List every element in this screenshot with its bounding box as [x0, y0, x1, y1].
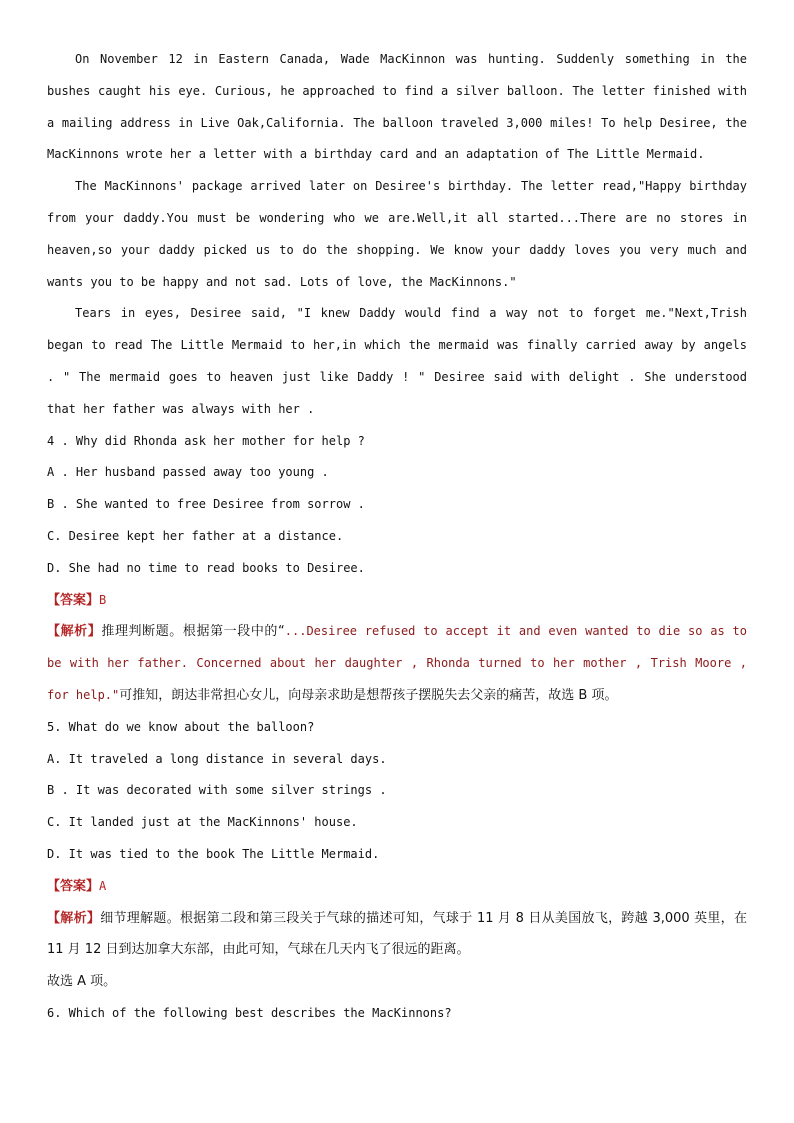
- passage-paragraph-1: On November 12 in Eastern Canada, Wade MacKinnon was hunting. Suddenly something in the bushes caught his eye. Curious, he approached to find a silver balloon. The letter finished with a mailing address in Live Oak,California. The balloon traveled 3,000 miles! To help Desiree, the MacKinnons wrote her a letter with a birthday card and an adaptation of The Little Mermaid.: [47, 52, 747, 162]
- analysis-tag: 【解析】: [47, 910, 101, 926]
- q5-option-d: D. It was tied to the book The Little Mermaid.: [47, 846, 380, 861]
- document-page: [47, 44, 747, 1030]
- q4-option-c: C. Desiree kept her father at a distance.: [47, 528, 344, 543]
- answer-value: A: [99, 878, 107, 893]
- q4-option-a: A . Her husband passed away too young .: [47, 465, 329, 480]
- q4-option-b: B . She wanted to free Desiree from sorrow .: [47, 497, 365, 512]
- passage-paragraph-2: The MacKinnons' package arrived later on Desiree's birthday. The letter read,"Happy birthday from your daddy.You must be wondering who we are.Well,it all started...There are no stores in heaven,so your daddy picked us to do the shopping. We know your daddy loves you very much and wants you to be happy and not sad. Lots of love, the MacKinnons.": [47, 179, 747, 289]
- analysis-quote-2: with her father. Concerned about her daughter , Rhonda turned to her mother , Trish Moore , for help.": [47, 656, 747, 702]
- q5-option-c: C. It landed just at the MacKinnons' house.: [47, 815, 358, 830]
- q5-option-a: A. It traveled a long distance in several days.: [47, 751, 387, 766]
- analysis-text-2: 在 11 月 12 日到达加拿大东部，由此可知，气球在几天内飞了很远的距离。: [47, 910, 747, 958]
- q4-answer: [47, 585, 747, 617]
- analysis-tail: 可推知，: [119, 687, 172, 703]
- q4-option-d: D. She had no time to read books to Desiree.: [47, 560, 365, 575]
- q4-analysis: [47, 616, 747, 711]
- answer-value: B: [99, 592, 107, 607]
- question-6: 6. Which of the following best describes the MacKinnons?: [47, 1005, 452, 1020]
- answer-tag: 【答案】: [47, 878, 100, 894]
- question-4: 4 . Why did Rhonda ask her mother for help ?: [47, 433, 365, 448]
- analysis-conclusion: 朗达非常担心女儿，向母亲求助是想帮孩子摆脱失去父亲的痛苦，故选 B 项。: [171, 687, 618, 703]
- analysis-quote-1: ...Desiree refused to accept it and even wanted to die so as to be: [47, 624, 747, 671]
- q5-answer: [47, 871, 747, 903]
- analysis-text-1: 细节理解题。根据第二段和第三段关于气球的描述可知，气球于 11 月 8 日从美国放飞，跨越 3,000 英里，: [100, 910, 734, 926]
- passage-paragraph-3: Tears in eyes, Desiree said, "I knew Daddy would find a way not to forget me."Next,Trish began to read The Little Mermaid to her,in which the mermaid was finally carried away by angels . " The mermaid goes to heaven just like Daddy ! " Desiree said with delight . She understood that her father was always with her .: [47, 306, 747, 416]
- answer-tag: 【答案】: [47, 592, 100, 608]
- q5-option-b: B . It was decorated with some silver strings .: [47, 783, 387, 798]
- analysis-lead: 推理判断题。根据第一段中的“: [101, 624, 285, 640]
- question-5: 5. What do we know about the balloon?: [47, 719, 315, 734]
- analysis-tag: 【解析】: [47, 624, 102, 640]
- q5-analysis-choice: 故选 A 项。: [47, 974, 117, 990]
- q5-analysis: [47, 903, 747, 967]
